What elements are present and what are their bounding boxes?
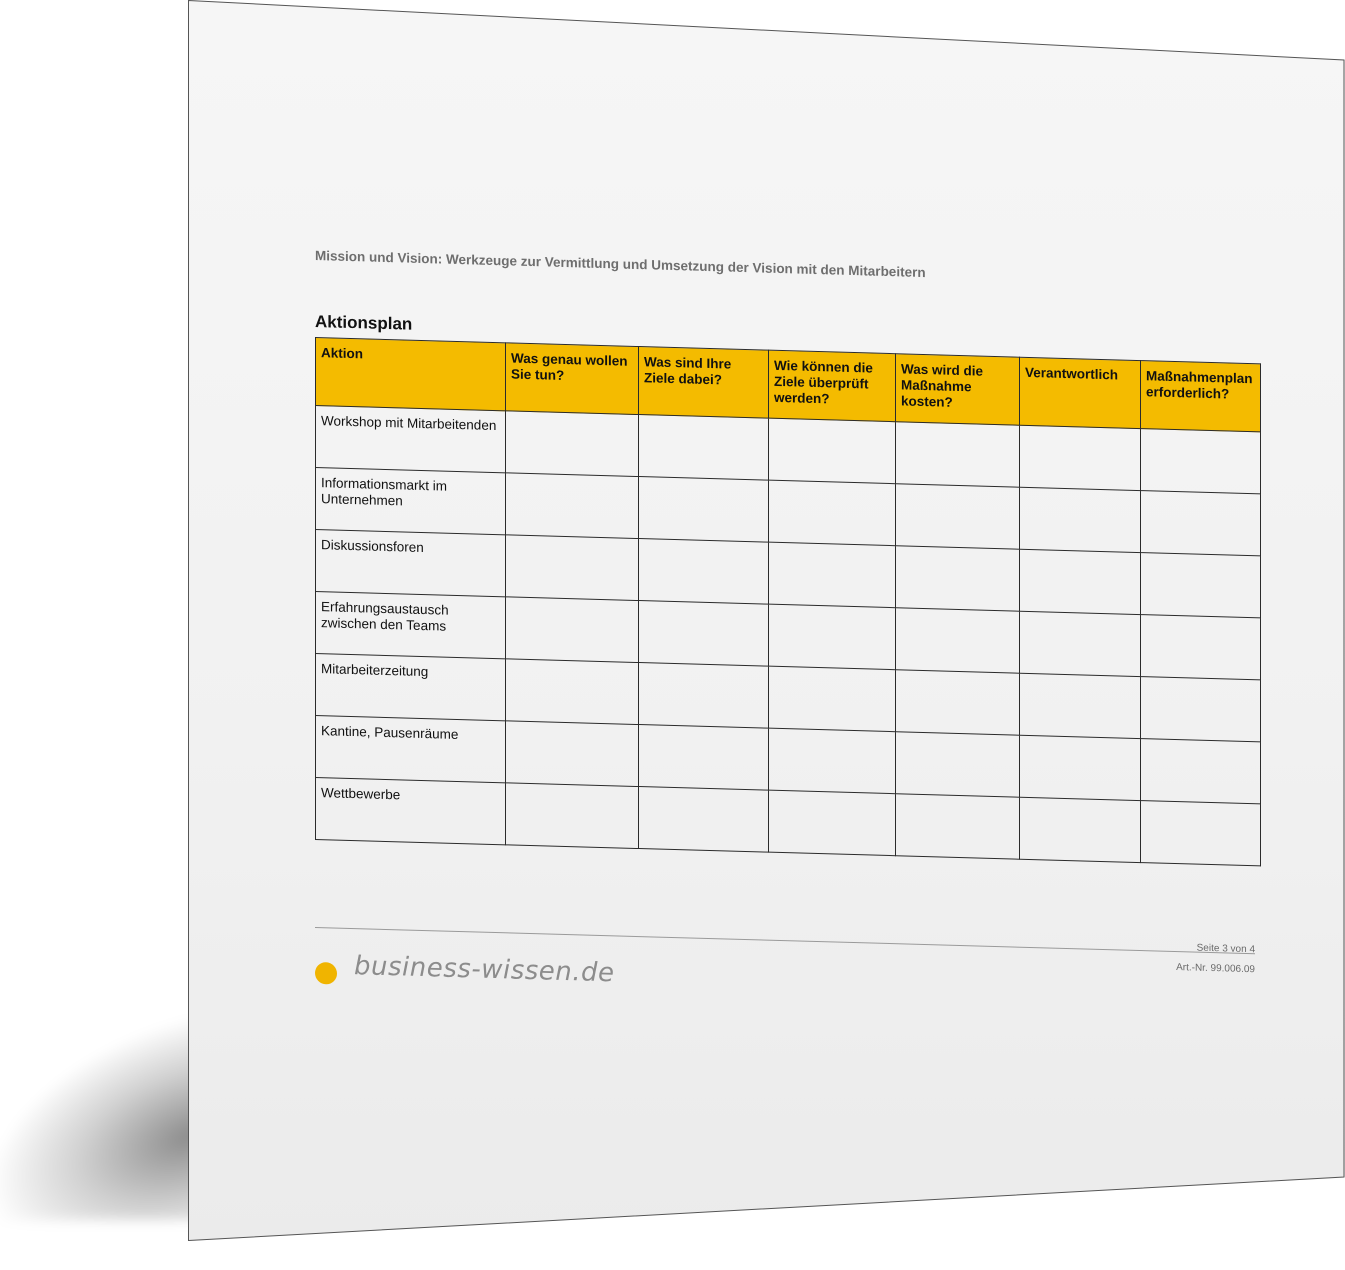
- empty-cell[interactable]: [896, 422, 1020, 487]
- empty-cell[interactable]: [1020, 673, 1141, 738]
- section-title: Aktionsplan: [315, 312, 413, 334]
- empty-cell[interactable]: [896, 732, 1020, 797]
- empty-cell[interactable]: [506, 783, 639, 849]
- row-label: Erfahrungsaustausch zwischen den Teams: [316, 592, 506, 659]
- column-header-kosten: Was wird die Maßnahme kosten?: [896, 354, 1020, 425]
- page-number: Seite 3 von 4: [1196, 942, 1255, 956]
- empty-cell[interactable]: [1141, 491, 1261, 556]
- empty-cell[interactable]: [769, 666, 896, 732]
- empty-cell[interactable]: [1020, 797, 1141, 862]
- empty-cell[interactable]: [1141, 429, 1261, 494]
- empty-cell[interactable]: [896, 484, 1020, 549]
- row-label: Informationsmarkt im Unternehmen: [316, 468, 506, 535]
- empty-cell[interactable]: [769, 542, 896, 608]
- empty-cell[interactable]: [1141, 615, 1261, 680]
- empty-cell[interactable]: [769, 418, 896, 484]
- column-header-aktion: Aktion: [316, 338, 506, 411]
- column-header-massnahmenplan: Maßnahmenplan erforderlich?: [1141, 361, 1261, 432]
- empty-cell[interactable]: [769, 480, 896, 546]
- empty-cell[interactable]: [1020, 611, 1141, 676]
- empty-cell[interactable]: [639, 787, 769, 853]
- column-header-verantwortlich: Verantwortlich: [1020, 357, 1141, 428]
- article-number: Art.-Nr. 99.006.09: [1176, 962, 1255, 976]
- empty-cell[interactable]: [1141, 553, 1261, 618]
- empty-cell[interactable]: [506, 659, 639, 725]
- row-label: Workshop mit Mitarbeitenden: [316, 406, 506, 473]
- empty-cell[interactable]: [639, 415, 769, 481]
- logo-text: business-wissen.de: [354, 951, 615, 989]
- empty-cell[interactable]: [639, 601, 769, 667]
- document-header: Mission und Vision: Werkzeuge zur Vermittlung und Umsetzung der Vision mit den Mitarbeitern: [315, 248, 926, 281]
- logo-dot-icon: [315, 962, 337, 985]
- empty-cell[interactable]: [639, 477, 769, 543]
- empty-cell[interactable]: [1020, 549, 1141, 614]
- empty-cell[interactable]: [1141, 739, 1261, 804]
- empty-cell[interactable]: [769, 604, 896, 670]
- column-header-was-tun: Was genau wollen Sie tun?: [506, 343, 639, 415]
- empty-cell[interactable]: [896, 794, 1020, 859]
- empty-cell[interactable]: [639, 539, 769, 605]
- empty-cell[interactable]: [1020, 487, 1141, 552]
- row-label: Diskussionsforen: [316, 530, 506, 597]
- row-label: Kantine, Pausenräume: [316, 716, 506, 783]
- empty-cell[interactable]: [1020, 735, 1141, 800]
- row-label: Wettbewerbe: [316, 778, 506, 845]
- action-plan-table: [315, 337, 1261, 866]
- column-header-ziele: Was sind Ihre Ziele dabei?: [639, 347, 769, 419]
- empty-cell[interactable]: [506, 535, 639, 601]
- empty-cell[interactable]: [1020, 425, 1141, 490]
- empty-cell[interactable]: [1141, 677, 1261, 742]
- empty-cell[interactable]: [896, 608, 1020, 673]
- empty-cell[interactable]: [506, 721, 639, 787]
- empty-cell[interactable]: [506, 411, 639, 477]
- empty-cell[interactable]: [639, 663, 769, 729]
- empty-cell[interactable]: [639, 725, 769, 791]
- column-header-ueberpruefung: Wie können die Ziele überprüft werden?: [769, 350, 896, 422]
- empty-cell[interactable]: [896, 670, 1020, 735]
- empty-cell[interactable]: [896, 546, 1020, 611]
- empty-cell[interactable]: [506, 473, 639, 539]
- empty-cell[interactable]: [769, 728, 896, 794]
- row-label: Mitarbeiterzeitung: [316, 654, 506, 721]
- empty-cell[interactable]: [506, 597, 639, 663]
- empty-cell[interactable]: [769, 790, 896, 856]
- empty-cell[interactable]: [1141, 801, 1261, 866]
